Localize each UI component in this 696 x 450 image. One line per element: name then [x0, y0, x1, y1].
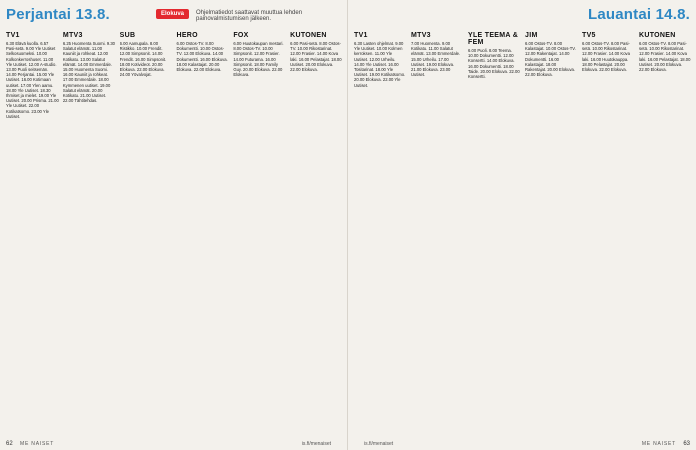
channel-name: YLE TEEMA & FEM — [468, 32, 519, 46]
magazine-name: ME NAISET — [20, 441, 55, 447]
page-footer — [6, 437, 341, 447]
channel-name: SUB — [119, 32, 136, 39]
channel-column — [290, 32, 343, 434]
channel-name: KUTONEN — [639, 32, 676, 39]
schedule-text: 6.00 Ostos-TV. 8.00 Pasi-setä. 10.00 Rikostarinat. 12.00 Frasier. 14.00 Kova laki. 16.00 Huutokauppa. 18.00 Pelastajat. 20.00 Elokuva. 22.00 Elokuva. — [582, 41, 630, 73]
channel-name: HERO — [176, 32, 198, 39]
channel-name: JIM — [525, 32, 538, 39]
page-header — [0, 6, 347, 28]
channel-name: TV5 — [582, 32, 596, 39]
schedule-text: 6.00 Aamupala. 8.00 Ristikko. 10.00 Frendit. 12.00 Simpsonit. 14.00 Frendit. 16.00 Simpsonit. 18.00 Kotivideot. 20.00 Elokuva. 22.00 Elokuva. 24.00 Yövalvojat. — [119, 41, 167, 78]
schedule-text: 6.00 Ostos-TV. 8.00 Pasi-setä. 10.00 Rikostarinat. 12.00 Frasier. 14.00 Kova laki. 16.00 Pelastajat. 18.00 Uutiset. 20.00 Elokuva. 22.00 Elokuva. — [639, 41, 691, 73]
channel-column — [6, 32, 59, 434]
page-number: 63 — [683, 441, 690, 447]
channel-name: FOX — [233, 32, 249, 39]
right-page — [348, 0, 696, 450]
day-title: Lauantai 14.8. — [587, 6, 690, 23]
page-footer — [354, 437, 690, 447]
channel-column — [354, 32, 407, 434]
disclaimer: Ohjelmatiedot saattavat muuttua lehden painovalmistumisen jälkeen. — [196, 10, 303, 22]
schedule-text: 6.30 Lasten ohjelmat. 9.00 Yle Uutiset. 10.00 Kolmen kerroksen. 11.00 Yle Uutiset. 12.00 Urheilu. 14.00 Yle Uutiset. 16.00 Tositarinat. 18.00 Yle Uutiset. 19.00 Kotikatsomo. 20.00 Elokuva. 22.00 Yle Uutiset. — [354, 41, 406, 88]
website[interactable]: is.fi/menaiset — [364, 441, 394, 447]
magazine-name: ME NAISET — [641, 441, 676, 447]
channel-name: MTV3 — [62, 32, 83, 39]
film-badge: Elokuva — [156, 9, 189, 19]
channel-column — [63, 32, 116, 434]
channel-column — [233, 32, 286, 434]
page-header — [348, 6, 696, 28]
schedule-text: 6.30 Elävä kuolla. 6.57 Pasi-setä. 9.00 Yle Uutiset Selkosuomeksi. 10.00 Kolkonkerroshuset. 11.00 Yle Uutiset. 12.00 A-studio. 13.00 Puoli seitsemän. 14.00 Perjantai. 15.00 Yle Uutiset. 16.00 Kotimaan uutiset. 17.00 Ylen aamu. 18.00 Yle Uutiset. 18.30 Ihmiset ja mielet. 19.00 Yle Uutiset. 20.00 Prisma. 21.00 Yle Uutiset. 22.00 Kotikatsomo. 23.00 Yle Uutiset. — [6, 41, 59, 119]
page-number: 62 — [6, 441, 13, 447]
channel-column — [120, 32, 173, 434]
channel-column — [176, 32, 229, 434]
schedule-text: 6.00 Puoli. 8.00 Teema. 10.00 Dokumentti. 12.00 Konsertti. 14.00 Elokuva. 16.00 Dokumentti. 18.00 Taide. 20.00 Elokuva. 22.00 Konsertti. — [468, 48, 520, 80]
channel-column — [525, 32, 578, 434]
channel-column — [411, 32, 464, 434]
channel-name: MTV3 — [411, 32, 431, 39]
channel-name: TV1 — [6, 32, 20, 39]
schedule-text: 6.00 Huutokaupan mestari. 8.00 Ostos-TV. 10.00 Simpsonit. 12.00 Frasier. 14.00 Futurama. 16.00 Simpsonit. 18.00 Family Guy. 20.00 Elokuva. 22.00 Elokuva. — [233, 41, 284, 78]
channel-column — [582, 32, 635, 434]
schedule-text: 7.00 Huomenta. 9.00 Kotikatu. 11.00 Salatut elämät. 13.00 Emmerdale. 15.00 Urheilu. 17.00 Uutiset. 19.00 Elokuva. 21.00 Elokuva. 23.00 Uutiset. — [411, 41, 461, 78]
schedule-text: 6.25 Huomenta Suomi. 9.30 Salatut elämät. 11.00 Kauniit ja rohkeat. 12.00 Kotikatu. 13.00 Salatut elämät. 14.00 Emmerdale. 15.00 Huomenta Suomi. 16.00 Kauniit ja rohkeat. 17.00 Emmerdale. 18.00 Kymmenen uutiset. 19.00 Salatut elämät. 20.00 Kotikatu. 21.00 Uutiset. 22.00 Tähtitehdas. — [62, 41, 115, 104]
schedule-text: 6.00 Ostos-TV. 8.00 Dokumentti. 10.00 Ostos-TV. 12.00 Elokuva. 14.00 Dokumentti. 16.00 Elokuva. 18.00 Kalastajat. 20.00 Elokuva. 22.00 Elokuva. — [176, 41, 228, 73]
schedule-text: 6.00 Pasi-setä. 8.00 Ostos-TV. 10.00 Rikostarinat. 12.00 Frasier. 14.00 Kova laki. 16.00 Pelastajat. 18.00 Uutiset. 20.00 Elokuva. 22.00 Elokuva. — [290, 41, 342, 73]
channel-column — [468, 32, 521, 434]
schedule-text: 6.00 Ostos-TV. 8.00 Kalastajat. 10.00 Ostos-TV. 12.00 Rakentajat. 14.00 Dokumentti. 16.00 Kalastajat. 18.00 Rakentajat. 20.00 Elokuva. 22.00 Elokuva. — [525, 41, 576, 78]
channel-name: KUTONEN — [290, 32, 327, 39]
day-title: Perjantai 13.8. — [6, 6, 110, 23]
channel-name: TV1 — [354, 32, 368, 39]
schedule-columns — [354, 32, 692, 434]
schedule-columns — [6, 32, 343, 434]
channel-column — [639, 32, 692, 434]
website[interactable]: is.fi/menaiset — [301, 441, 331, 447]
